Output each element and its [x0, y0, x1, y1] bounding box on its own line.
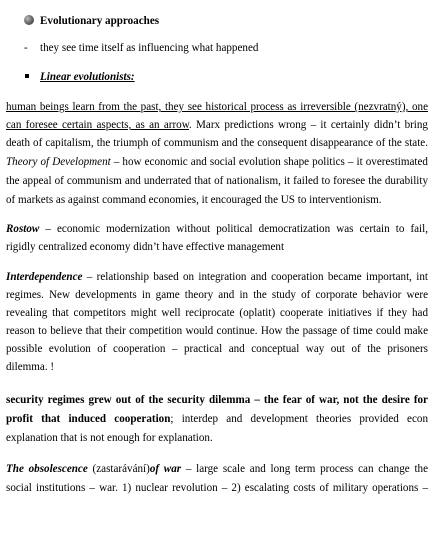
- subheading: Linear evolutionists:: [40, 71, 135, 83]
- paragraph-1-line-3: death of capitalism, the triumph of communism and the consequent disappearance of the state.: [6, 137, 428, 149]
- text-run: (zastarávání): [87, 463, 150, 475]
- paragraph-3-line-2: regimes. New developments in game theory and in the study of corporate behavior were: [6, 289, 428, 301]
- text-run: – how economic and social evolution shape politics – it overestimated: [110, 156, 428, 168]
- text-run: – large scale and long term process can change the: [181, 463, 428, 475]
- paragraph-3-line-5: possible evolution of cooperation – practical and conceptual way out of the prisoners: [6, 343, 428, 355]
- dash-list-item: they see time itself as influencing what happened: [40, 42, 259, 54]
- paragraph-1-line-1: human beings learn from the past, they see historical process as irreversible (nezvratný), one: [6, 101, 428, 113]
- bold-text: profit that induced cooperation: [6, 413, 171, 425]
- paragraph-3-line-4: reason to believe that their competition would continue. How the passage of time could make: [6, 325, 428, 337]
- italic-term: Theory of Development: [6, 156, 111, 168]
- square-bullet-icon: [25, 74, 29, 78]
- round-bullet-icon: [24, 15, 34, 25]
- bold-italic-term: Interdependence: [6, 271, 83, 283]
- paragraph-4-line-2: [6, 412, 428, 426]
- paragraph-1-line-5: the appeal of communism and underrated that of nationalism, it failed to foresee the durability: [6, 175, 428, 187]
- paragraph-4-line-3: explanation that is not enough for explanation.: [6, 432, 213, 444]
- text-run: – relationship based on integration and cooperation became important, int: [82, 271, 428, 283]
- paragraph-3-line-1: [6, 270, 428, 284]
- section-heading: Evolutionary approaches: [40, 15, 160, 27]
- paragraph-1-line-6: of markets as against command economies, it encouraged the US to interventionism.: [6, 194, 382, 206]
- paragraph-1-line-2: [6, 118, 428, 132]
- text-run: – economic modernization without political democratization was certain to fail,: [39, 223, 428, 235]
- paragraph-5-line-2: social institutions – war. 1) nuclear revolution – 2) escalating costs of military operations –: [6, 482, 428, 494]
- paragraph-3-line-6: dilemma. !: [6, 361, 55, 373]
- bold-italic-term: Rostow: [6, 223, 40, 235]
- paragraph-2-line-1: [6, 222, 428, 236]
- text-run: ; interdep and development theories provided econ: [170, 413, 428, 425]
- paragraph-5-line-1: [6, 462, 428, 476]
- paragraph-4-line-1: security regimes grew out of the security dilemma – the fear of war, not the desire for: [6, 394, 428, 406]
- dash-bullet-icon: -: [24, 42, 28, 54]
- paragraph-3-line-3: revealing that competitors might well reciprocate (oplatit) cooperate initiatives if they had: [6, 307, 428, 319]
- bold-italic-term: The obsolescence: [6, 463, 88, 475]
- underlined-text: can foresee certain aspects, as an arrow: [6, 119, 189, 131]
- bold-italic-term: of war: [149, 463, 182, 475]
- text-run: . Marx predictions wrong – it certainly didn’t bring: [189, 119, 428, 131]
- paragraph-1-line-4: [6, 155, 428, 169]
- paragraph-2-line-2: rigidly centralized economy didn’t have effective management: [6, 241, 285, 253]
